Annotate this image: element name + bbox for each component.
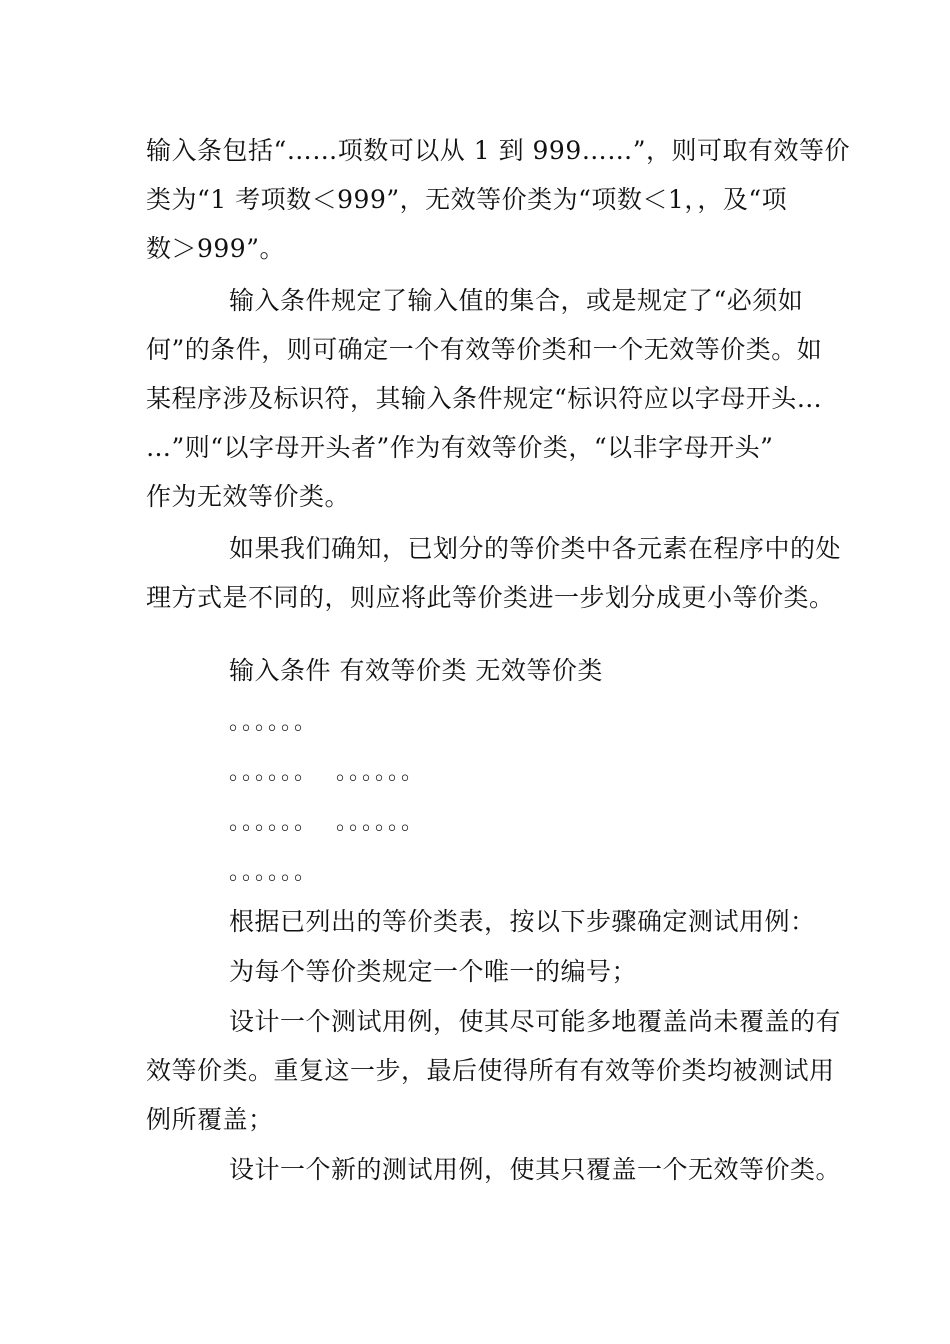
paragraph-line: 何”的条件，则可确定一个有效等价类和一个无效等价类。如 [146, 335, 823, 364]
paragraph-line: 某程序涉及标识符，其输入条件规定“标识符应以字母开头… [146, 384, 823, 413]
step-2-line: 效等价类。重复这一步，最后使得所有有效等价类均被测试用 [146, 1056, 835, 1085]
step-1: 为每个等价类规定一个唯一的编号； [229, 957, 638, 986]
paragraph-line: 数＞999”。 [146, 234, 285, 263]
paragraph-line: 类为“1 考项数＜999”，无效等价类为“项数＜1，，及“项 [146, 185, 788, 214]
paragraph-line: 作为无效等价类。 [146, 482, 351, 511]
paragraph-line: 理方式是不同的，则应将此等价类进一步划分成更小等价类。 [146, 583, 835, 612]
step-2-line: 例所覆盖； [146, 1105, 274, 1134]
table-row: 。。。。。。 。。。。。。 [229, 810, 425, 835]
steps-intro: 根据已列出的等价类表，按以下步骤确定测试用例： [229, 907, 816, 936]
table-header: 输入条件 有效等价类 无效等价类 [229, 656, 603, 685]
table-row: 。。。。。。 [229, 860, 319, 885]
paragraph-line: 如果我们确知，已划分的等价类中各元素在程序中的处 [229, 534, 842, 563]
paragraph-line: …”则“以字母开头者”作为有效等价类，“以非字母开头” [146, 433, 774, 462]
paragraph-line: 输入条包括“……项数可以从 1 到 999……”，则可取有效等价 [146, 136, 851, 165]
paragraph-line: 输入条件规定了输入值的集合，或是规定了“必须如 [229, 286, 804, 315]
step-3: 设计一个新的测试用例，使其只覆盖一个无效等价类。 [229, 1155, 842, 1184]
table-row: 。。。。。。 [229, 710, 319, 735]
table-row: 。。。。。。 。。。。。。 [229, 760, 425, 785]
step-2-line: 设计一个测试用例，使其尽可能多地覆盖尚未覆盖的有 [229, 1007, 842, 1036]
